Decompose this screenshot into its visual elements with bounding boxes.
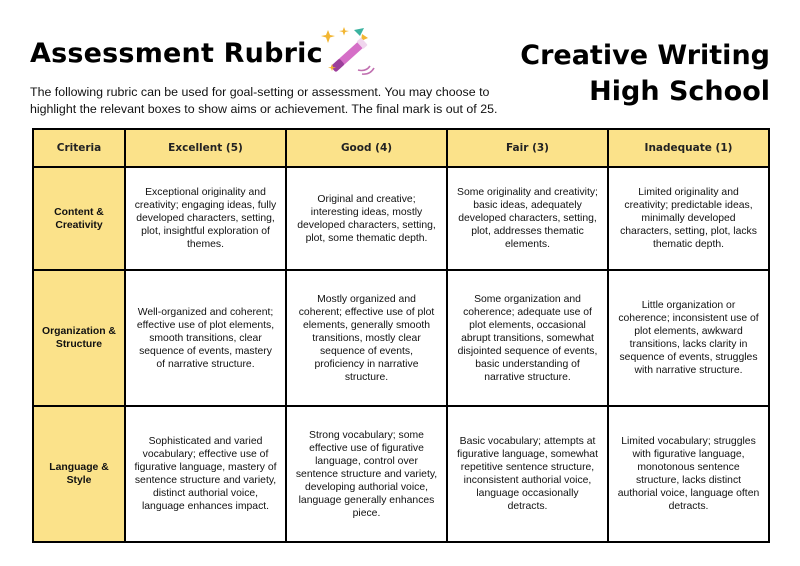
rubric-cell[interactable]: Exceptional originality and creativity; engaging ideas, fully developed characters, setting, plot, insightful exploration of themes. — [125, 167, 286, 270]
rubric-cell[interactable]: Sophisticated and varied vocabulary; effective use of figurative language, mastery of sentence structure and variety, distinct authorial voice, language enhances impact. — [125, 406, 286, 542]
subject-line-2: High School — [589, 76, 770, 107]
rubric-cell[interactable]: Some originality and creativity; basic ideas, adequately developed characters, setting, plot, addresses thematic elements. — [447, 167, 608, 270]
rubric-cell[interactable]: Basic vocabulary; attempts at figurative language, somewhat repetitive sentence structure, inconsistent authorial voice, language occasionally detracts. — [447, 406, 608, 542]
intro-paragraph: The following rubric can be used for goal-setting or assessment. You may choose to highlight the relevant boxes to show aims or achievement. The final mark is out of 25. — [30, 85, 498, 116]
rubric-table — [32, 128, 770, 543]
criteria-cell: Organization & Structure — [33, 270, 125, 406]
rubric-cell[interactable]: Mostly organized and coherent; effective use of plot elements, generally smooth transitions, mostly clear sequence of events, proficiency in narrative structure. — [286, 270, 447, 406]
table-row — [33, 270, 769, 406]
header-inadequate: Inadequate (1) — [608, 129, 769, 167]
rubric-cell[interactable]: Strong vocabulary; some effective use of figurative language, control over sentence structure and variety, developing authorial voice, language generally enhances piece. — [286, 406, 447, 542]
rubric-cell[interactable]: Limited vocabulary; struggles with figurative language, monotonous sentence structure, lacks distinct authorial voice, language often detracts. — [608, 406, 769, 542]
rubric-cell[interactable]: Some organization and coherence; adequate use of plot elements, occasional abrupt transitions, somewhat disjointed sequence of events, basic understanding of narrative structure. — [447, 270, 608, 406]
subject-line-1: Creative Writing — [520, 40, 770, 71]
rubric-cell[interactable]: Well-organized and coherent; effective use of plot elements, smooth transitions, clear sequence of events, mastery of narrative structure. — [125, 270, 286, 406]
criteria-cell: Language & Style — [33, 406, 125, 542]
table-row — [33, 167, 769, 270]
magic-wand-stars-icon — [318, 24, 380, 80]
header-row — [33, 129, 769, 167]
rubric-cell[interactable]: Little organization or coherence; inconsistent use of plot elements, awkward transitions, lacks clarity in sequence of events, struggles with narrative structure. — [608, 270, 769, 406]
header-criteria: Criteria — [33, 129, 125, 167]
subject-heading — [490, 38, 770, 110]
criteria-cell: Content & Creativity — [33, 167, 125, 270]
header-good: Good (4) — [286, 129, 447, 167]
header-excellent: Excellent (5) — [125, 129, 286, 167]
header-fair: Fair (3) — [447, 129, 608, 167]
page-title: Assessment Rubric — [30, 38, 323, 69]
rubric-cell[interactable]: Original and creative; interesting ideas, mostly developed characters, setting, plot, some thematic depth. — [286, 167, 447, 270]
rubric-cell[interactable]: Limited originality and creativity; predictable ideas, minimally developed characters, setting, plot, lacks thematic depth. — [608, 167, 769, 270]
table-row — [33, 406, 769, 542]
